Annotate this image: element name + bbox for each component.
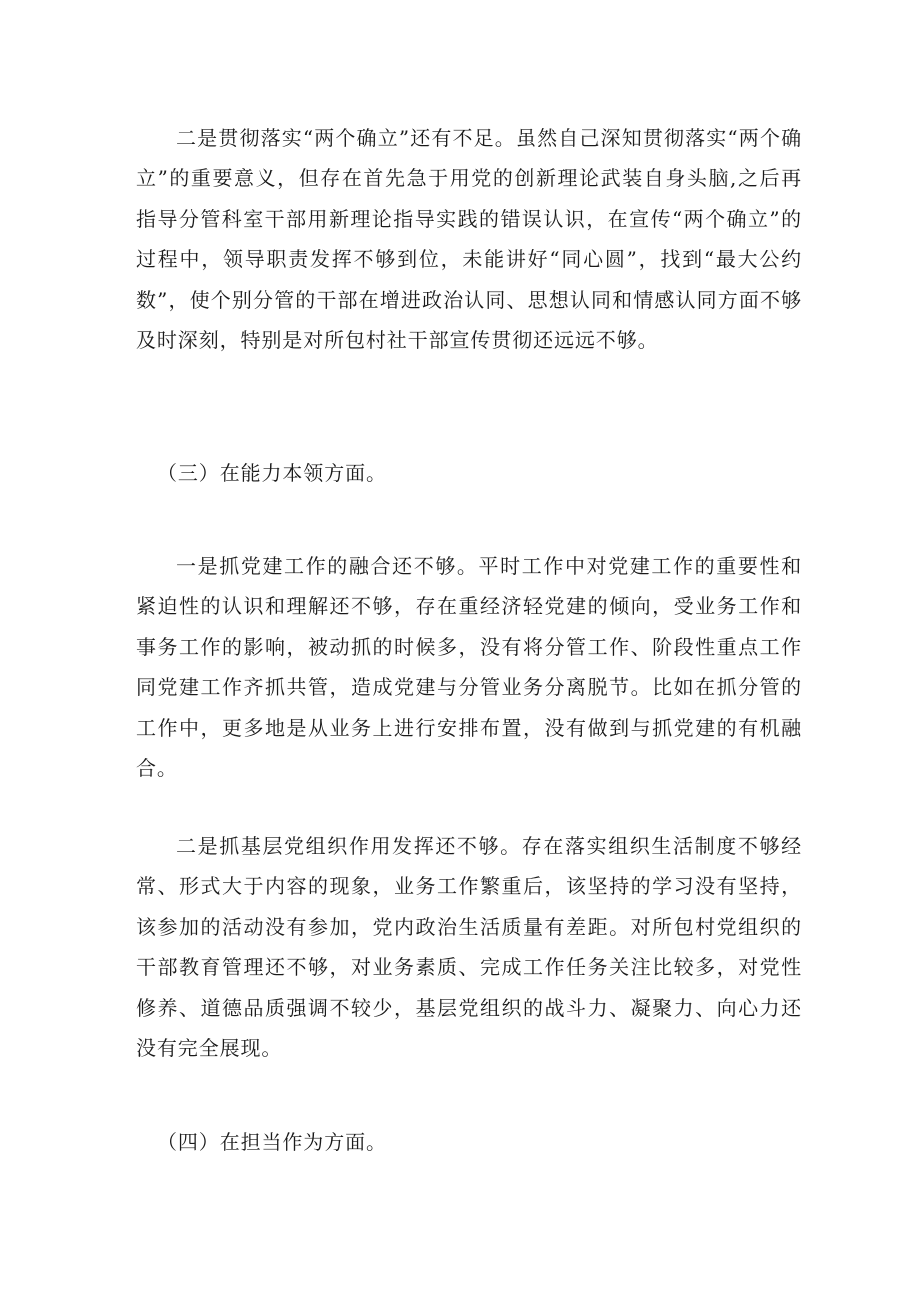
paragraph-implementation: 二是贯彻落实“两个确立”还有不足。虽然自己深知贯彻落实“两个确立”的重要意义，但存在首先急于用党的创新理论武装自身头脑,之后再指导分管科室干部用新理论指导实践的错误认识，在宣传“两个确立”的过程中，领导职责发挥不够到位，未能讲好“同心圆”，找到“最大公约数”，使个别分管的干部在增进政治认同、思想认同和情感认同方面不够及时深刻，特别是对所包村社干部宣传贯彻还远远不够。 xyxy=(136,126,802,353)
section-heading-responsibility: （四）在担当作为方面。 xyxy=(157,1130,387,1154)
section-heading-ability: （三）在能力本领方面。 xyxy=(157,461,387,485)
paragraph-grassroots-organization: 二是抓基层党组织作用发挥还不够。存在落实组织生活制度不够经常、形式大于内容的现象，业务工作繁重后，该坚持的学习没有坚持，该参加的活动没有参加，党内政治生活质量有差距。对所包村党组织的干部教育管理还不够，对业务素质、完成工作任务关注比较多，对党性修养、道德品质强调不较少，基层党组织的战斗力、凝聚力、向心力还没有完全展现。 xyxy=(136,834,802,1061)
paragraph-party-building-integration: 一是抓党建工作的融合还不够。平时工作中对党建工作的重要性和紧迫性的认识和理解还不够，存在重经济轻党建的倾向，受业务工作和事务工作的影响，被动抓的时候多，没有将分管工作、阶段性重点工作同党建工作齐抓共管，造成党建与分管业务分离脱节。比如在抓分管的工作中，更多地是从业务上进行安排布置，没有做到与抓党建的有机融合。 xyxy=(136,554,802,781)
